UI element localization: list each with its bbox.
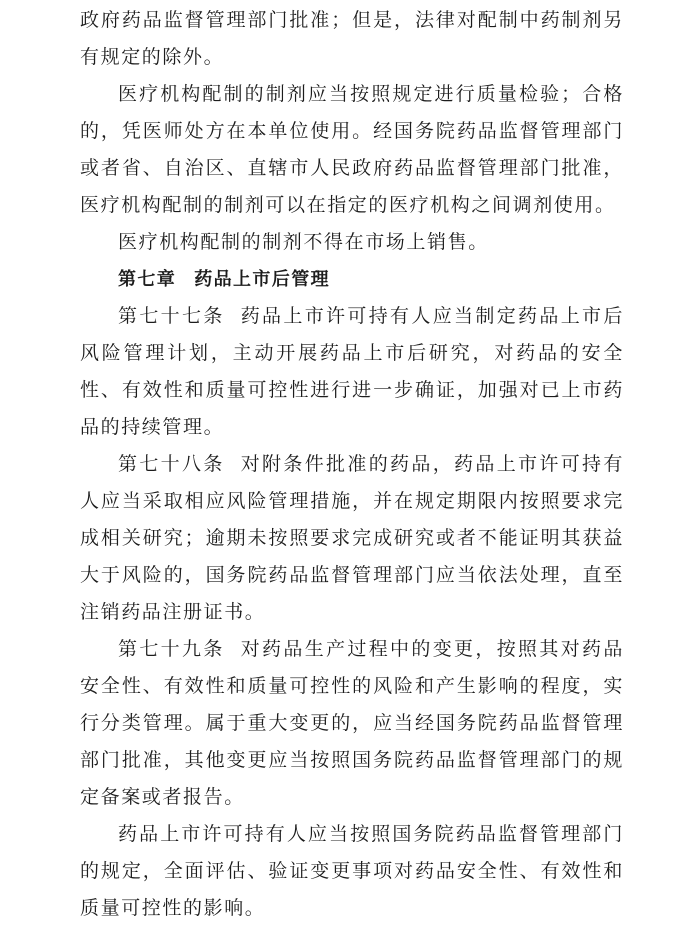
article-78-number: 第七十八条 [118, 453, 225, 475]
chapter-number: 第七章 [118, 269, 177, 290]
article-77-text: 药品上市许可持有人应当制定药品上市后风险管理计划，主动开展药品上市后研究，对药品的安全性、有效性和质量可控性进行进一步确证，加强对已上市药品的持续管理。 [80, 305, 624, 438]
closing-paragraph: 药品上市许可持有人应当按照国务院药品监督管理部门的规定，全面评估、验证变更事项对药品安全性、有效性和质量可控性的影响。 [80, 823, 624, 919]
continuation-paragraph: 政府药品监督管理部门批准；但是，法律对配制中药制剂另有规定的除外。 [80, 9, 624, 68]
article-78 [0, 446, 700, 631]
article-78-text: 对附条件批准的药品，药品上市许可持有人应当采取相应风险管理措施，并在规定期限内按照要求完成相关研究；逾期未按照要求完成研究或者不能证明其获益大于风险的，国务院药品监督管理部门应当依法处理，直至注销药品注册证书。 [80, 453, 624, 623]
article-79 [0, 631, 700, 816]
article-79-text: 对药品生产过程中的变更，按照其对药品安全性、有效性和质量可控性的风险和产生影响的程度，实行分类管理。属于重大变更的，应当经国务院药品监督管理部门批准，其他变更应当按照国务院药品监督管理部门的规定备案或者报告。 [80, 638, 624, 808]
chapter-title: 药品上市后管理 [194, 269, 331, 290]
chapter-heading [0, 261, 700, 298]
paragraph-preparation-quality: 医疗机构配制的制剂应当按照规定进行质量检验；合格的，凭医师处方在本单位使用。经国务院药品监督管理部门或者省、自治区、直辖市人民政府药品监督管理部门批准，医疗机构配制的制剂可以在指定的医疗机构之间调剂使用。 [80, 83, 624, 216]
article-77 [0, 298, 700, 446]
article-79-number: 第七十九条 [118, 638, 225, 660]
article-77-number: 第七十七条 [118, 305, 225, 327]
paragraph-no-market-sale: 医疗机构配制的制剂不得在市场上销售。 [118, 231, 489, 253]
